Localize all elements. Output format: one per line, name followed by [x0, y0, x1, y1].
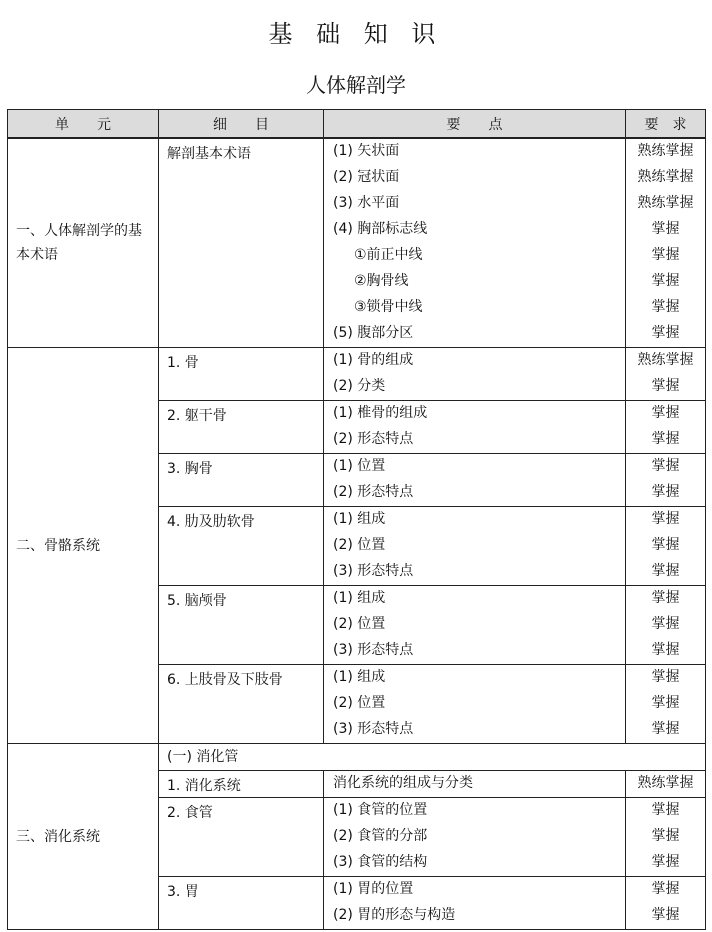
unit-cell: 三、消化系统	[8, 744, 159, 930]
requirement-level: 掌握	[651, 669, 680, 685]
point-text: (2) 胃的形态与构造	[333, 907, 456, 923]
points-cell	[324, 798, 626, 877]
requirements-cell	[626, 771, 706, 798]
item-cell: 解剖基本术语	[159, 138, 324, 348]
header-unit: 单 元	[8, 110, 159, 139]
requirement-level: 熟练掌握	[637, 352, 694, 368]
points-cell	[324, 401, 626, 454]
point-text: ①前正中线	[354, 247, 423, 263]
point-text: (2) 位置	[333, 616, 386, 632]
requirements-cell	[626, 877, 706, 930]
points-cell	[324, 771, 626, 798]
requirement-level: 掌握	[651, 563, 680, 579]
requirement-level: 掌握	[651, 458, 680, 474]
unit-cell: 二、骨骼系统	[8, 348, 159, 744]
requirement-level: 掌握	[651, 299, 680, 315]
requirements-cell	[626, 401, 706, 454]
point-text: (1) 矢状面	[333, 143, 400, 159]
requirement-level: 掌握	[651, 907, 680, 923]
requirement-level: 掌握	[651, 221, 680, 237]
requirement-level: 掌握	[651, 247, 680, 263]
point-text: (1) 食管的位置	[333, 802, 428, 818]
point-text: ②胸骨线	[354, 273, 409, 289]
requirement-level: 掌握	[651, 642, 680, 658]
requirements-cell	[626, 138, 706, 348]
point-text: (3) 水平面	[333, 195, 400, 211]
requirements-cell	[626, 586, 706, 665]
item-cell: 2. 躯干骨	[159, 401, 324, 454]
requirement-level: 掌握	[651, 802, 680, 818]
table-header-row	[8, 110, 706, 139]
points-cell	[324, 507, 626, 586]
requirement-level: 掌握	[651, 854, 680, 870]
point-text: (1) 骨的组成	[333, 352, 414, 368]
point-text: (2) 食管的分部	[333, 828, 428, 844]
point-text: (2) 形态特点	[333, 431, 414, 447]
point-text: (5) 腹部分区	[333, 325, 414, 341]
requirements-cell	[626, 507, 706, 586]
requirement-level: 掌握	[651, 484, 680, 500]
requirement-level: 掌握	[651, 273, 680, 289]
point-text: (3) 食管的结构	[333, 854, 428, 870]
requirement-level: 熟练掌握	[637, 195, 694, 211]
requirement-level: 掌握	[651, 590, 680, 606]
table-row	[8, 138, 706, 348]
points-cell	[324, 586, 626, 665]
point-text: (2) 冠状面	[333, 169, 400, 185]
header-req: 要 求	[626, 110, 706, 139]
point-text: (2) 形态特点	[333, 484, 414, 500]
syllabus-table	[7, 109, 706, 930]
requirement-level: 掌握	[651, 405, 680, 421]
item-cell: 5. 脑颅骨	[159, 586, 324, 665]
item-cell: 4. 肋及肋软骨	[159, 507, 324, 586]
requirement-level: 掌握	[651, 695, 680, 711]
point-text: (1) 胃的位置	[333, 881, 414, 897]
header-item: 细 目	[159, 110, 324, 139]
point-text: (1) 椎骨的组成	[333, 405, 428, 421]
item-cell: 6. 上肢骨及下肢骨	[159, 665, 324, 744]
requirement-level: 掌握	[651, 721, 680, 737]
unit-cell: 一、人体解剖学的基本术语	[8, 138, 159, 348]
points-cell	[324, 138, 626, 348]
requirement-level: 熟练掌握	[637, 169, 694, 185]
requirement-level: 掌握	[651, 537, 680, 553]
requirement-level: 掌握	[651, 511, 680, 527]
requirements-cell	[626, 454, 706, 507]
point-text: (3) 形态特点	[333, 563, 414, 579]
requirements-cell	[626, 665, 706, 744]
point-text: (1) 组成	[333, 590, 386, 606]
points-cell	[324, 348, 626, 401]
point-text: (2) 位置	[333, 695, 386, 711]
point-text: (3) 形态特点	[333, 721, 414, 737]
section-subtitle: 人体解剖学	[306, 73, 406, 97]
item-cell: 3. 胃	[159, 877, 324, 930]
section-heading: (一) 消化管	[159, 744, 706, 771]
requirement-level: 掌握	[651, 325, 680, 341]
point-text: (1) 组成	[333, 511, 386, 527]
point-text: (3) 形态特点	[333, 642, 414, 658]
table-row	[8, 744, 706, 771]
requirement-level: 熟练掌握	[637, 143, 694, 159]
requirement-level: 熟练掌握	[637, 775, 694, 791]
point-text: ③锁骨中线	[354, 299, 423, 315]
point-text: (2) 分类	[333, 378, 386, 394]
point-text: (4) 胸部标志线	[333, 221, 428, 237]
page-title: 基 础 知 识	[268, 20, 444, 48]
header-point: 要 点	[324, 110, 626, 139]
table-row	[8, 348, 706, 401]
points-cell	[324, 454, 626, 507]
requirement-level: 掌握	[651, 431, 680, 447]
requirement-level: 掌握	[651, 828, 680, 844]
requirement-level: 掌握	[651, 881, 680, 897]
item-cell: 1. 骨	[159, 348, 324, 401]
point-text: 消化系统的组成与分类	[333, 775, 473, 791]
point-text: (1) 组成	[333, 669, 386, 685]
item-cell: 2. 食管	[159, 798, 324, 877]
requirements-cell	[626, 348, 706, 401]
point-text: (1) 位置	[333, 458, 386, 474]
item-cell: 1. 消化系统	[159, 771, 324, 798]
table-body	[8, 138, 706, 930]
points-cell	[324, 877, 626, 930]
point-text: (2) 位置	[333, 537, 386, 553]
requirement-level: 掌握	[651, 616, 680, 632]
requirement-level: 掌握	[651, 378, 680, 394]
points-cell	[324, 665, 626, 744]
requirements-cell	[626, 798, 706, 877]
item-cell: 3. 胸骨	[159, 454, 324, 507]
